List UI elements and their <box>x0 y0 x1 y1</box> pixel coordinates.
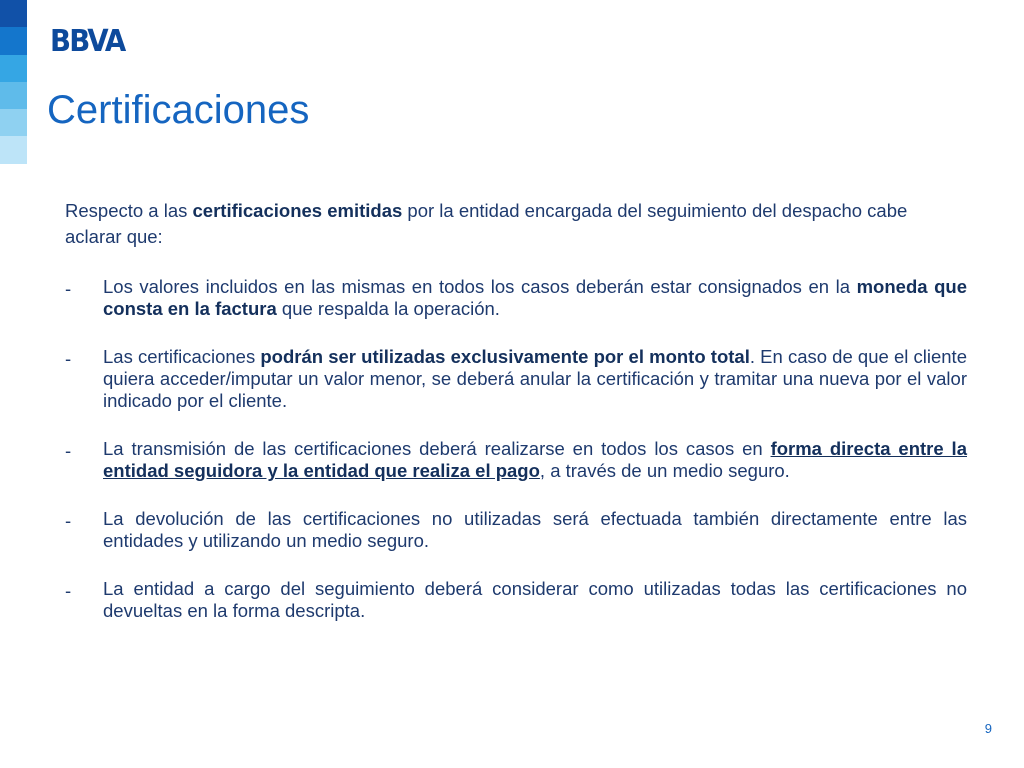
bullet-text: La entidad a cargo del seguimiento deberá considerar como utilizadas todas las certificaciones no devueltas en la forma descripta. <box>103 578 967 621</box>
bullet-bold-underlined: forma directa entre la entidad seguidora y la entidad que realiza el pago <box>103 438 967 481</box>
bullet-item <box>65 276 967 320</box>
accent-block <box>0 55 27 82</box>
accent-block <box>0 27 27 54</box>
page-title: Certificaciones <box>47 88 310 132</box>
bullet-text <box>103 276 967 320</box>
bullet-item <box>65 508 967 552</box>
bullet-bold: podrán ser utilizadas exclusivamente por el monto total <box>260 346 750 367</box>
bullet-marker: - <box>65 348 72 369</box>
intro-paragraph <box>65 198 967 250</box>
bullet-text <box>103 438 967 482</box>
bullet-text-end: . En caso de que el cliente quiera acceder/imputar un valor menor, se deberá anular la certificación y tramitar una nueva por el valor indicado por el cliente. <box>103 346 967 411</box>
bullet-text-end: que respalda la operación. <box>276 298 500 319</box>
bullet-text: La devolución de las certificaciones no utilizadas será efectuada también directamente entre las entidades y utilizando un medio seguro. <box>103 508 967 551</box>
page-number: 9 <box>984 721 992 736</box>
bullet-marker: - <box>65 278 72 299</box>
bullet-item <box>65 346 967 412</box>
bullet-text-start: Los valores incluidos en las mismas en todos los casos deberán estar consignados en la <box>103 276 857 297</box>
accent-block <box>0 82 27 109</box>
intro-text-end: por la entidad encargada del seguimiento del despacho cabe aclarar que: <box>65 200 908 247</box>
bullet-item <box>65 578 967 622</box>
bullet-text-start: La transmisión de las certificaciones deberá realizarse en todos los casos en <box>103 438 771 459</box>
accent-color-bar <box>0 0 27 164</box>
bbva-logo: BBVA <box>50 24 125 59</box>
accent-block <box>0 136 27 163</box>
bullet-text-end: , a través de un medio seguro. <box>539 460 790 481</box>
slide-body <box>65 198 967 648</box>
accent-block <box>0 109 27 136</box>
bullet-item <box>65 438 967 482</box>
bullet-marker: - <box>65 510 72 531</box>
bullet-text <box>103 346 967 412</box>
bullet-marker: - <box>65 580 72 601</box>
bullet-text-start: Las certificaciones <box>103 346 261 367</box>
intro-bold: certificaciones emitidas <box>192 200 403 221</box>
accent-block <box>0 0 27 27</box>
bullet-bold: moneda que consta en la factura <box>103 276 967 319</box>
bullet-marker: - <box>65 440 72 461</box>
intro-text: Respecto a las <box>65 200 193 221</box>
